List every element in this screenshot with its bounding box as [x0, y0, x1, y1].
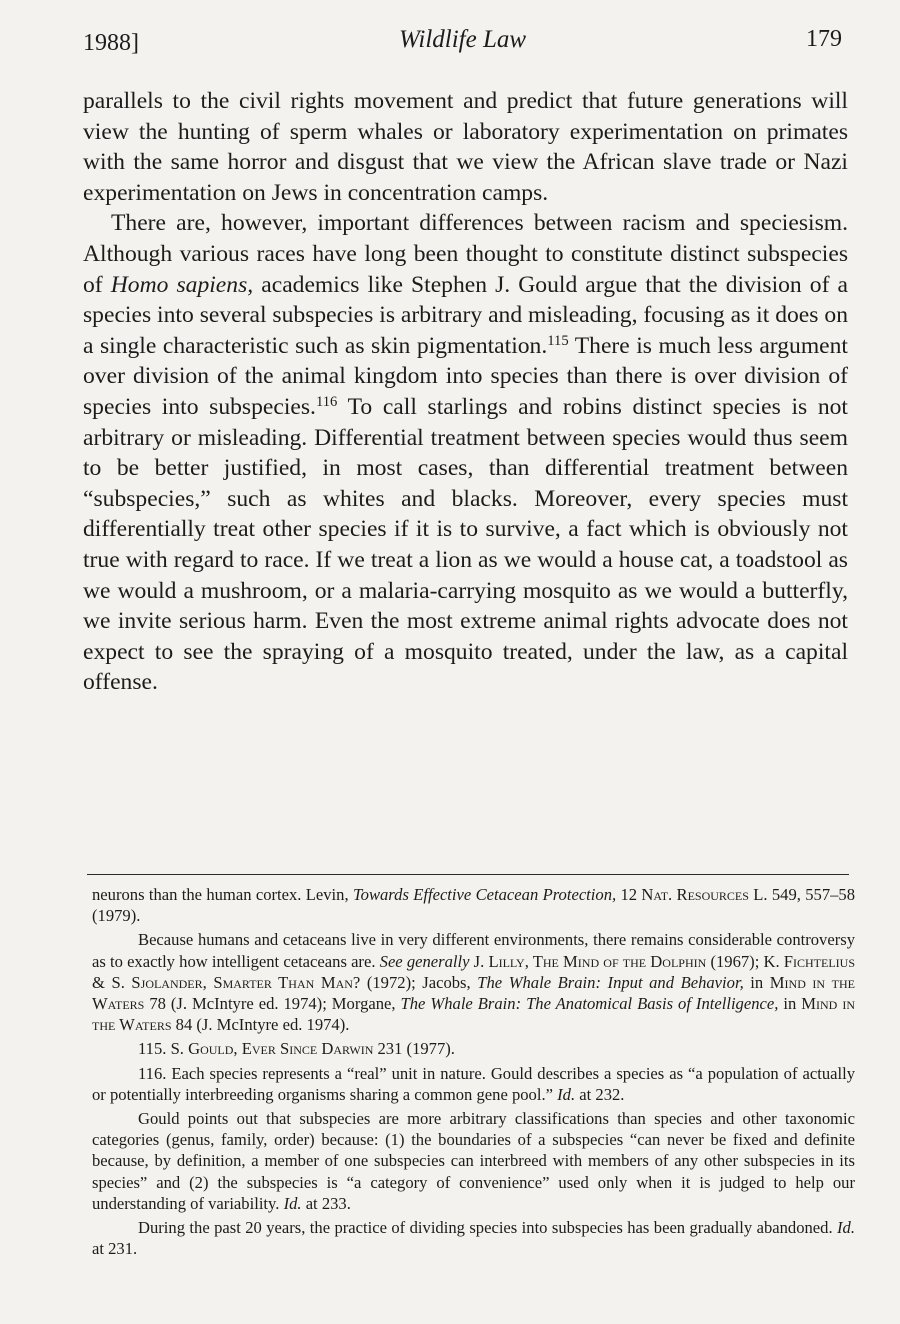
- running-title: Wildlife Law: [398, 26, 527, 53]
- page-number: 179: [806, 26, 842, 52]
- paragraph-1: parallels to the civil rights movement and predict that future generations will view the hunting of sperm whales or laboratory experimentation on primates with the same horror and disgust that we view the African slave trade or Nazi experimentation on Jews in concentration camps.: [83, 88, 848, 206]
- species-name: Homo sapiens,: [110, 271, 254, 298]
- footnote-115: 115. S. Gould, Ever Since Darwin 231 (1977).: [138, 1039, 455, 1059]
- main-text: [83, 86, 848, 698]
- footnote-116-continued: Gould points out that subspecies are more arbitrary classifications than species and other taxonomic categories (genus, family, order) because: (1) the boundaries of a subspecies “can never be fixed and definite because, by definition, a member of one subspecies can interbreed with members of any other subspecies in its species” and (2) the subspecies is “a category of convenience” used only when it is judged to help our understanding of variability. Id. at 233.: [92, 1109, 855, 1213]
- paragraph-2: There are, however, important differences between racism and speciesism. Although various races have long been thought to constitute distinct subspecies of Homo sapiens, academics like Stephen J. Gould argue that the division of a species into several subspecies is arbitrary and misleading, focusing as it does on a single characteristic such as skin pigmentation.$^{115}$ There is much less argument over division of the animal kingdom into species than there is over division of species into subspecies.$^{116}$ To call starlings and robins distinct species is not arbitrary or misleading. Differential treatment between species would thus seem to be better justified, in most cases, than differential treatment between “subspecies,” such as whites and blacks. Moreover, every species must differentially treat other species if it is to survive, a fact which is obviously not true with regard to race. If we treat a lion as we would a house cat, a toadstool as we would a mushroom, or a malaria-carrying mosquito as we would a butterfly, we invite serious harm. Even the most extreme animal rights advocate does not expect to see the spraying of a mosquito treated, under the law, as a capital offense.: [83, 210, 849, 696]
- volume-year: 1988]: [83, 30, 139, 56]
- footnotes: [92, 884, 855, 1259]
- footnote-cetacean-controversy: Because humans and cetaceans live in very different environments, there remains considerable controversy as to exactly how intelligent cetaceans are. See generally J. Lilly, The Mind of the Dolphin (1967); K. Fichtelius & S. Sjolander, Smarter Than Man? (1972); Jacobs, The Whale Brain: Input and Behavior, in Mind in the Waters 78 (J. McIntyre ed. 1974); Morgane, The Whale Brain: The Anatomical Basis of Intelligence, in Mind in the Waters 84 (J. McIntyre ed. 1974).: [92, 930, 856, 1035]
- footnote-ref-115: 115: [547, 332, 569, 349]
- footnote-116-final: During the past 20 years, the practice of dividing species into subspecies has been gradually abandoned. Id. at 231.: [92, 1218, 855, 1259]
- footnote-continued: neurons than the human cortex. Levin, Towards Effective Cetacean Protection, 12 Nat. Resources L. 549, 557–58 (1979).: [92, 885, 856, 926]
- running-head: [83, 24, 842, 60]
- footnote-divider: [87, 874, 849, 875]
- footnote-ref-116: 116: [315, 393, 338, 410]
- footnote-116: 116. Each species represents a “real” unit in nature. Gould describes a species as “a population of actually or potentially interbreeding organisms sharing a common gene pool.” Id. at 232.: [92, 1063, 855, 1104]
